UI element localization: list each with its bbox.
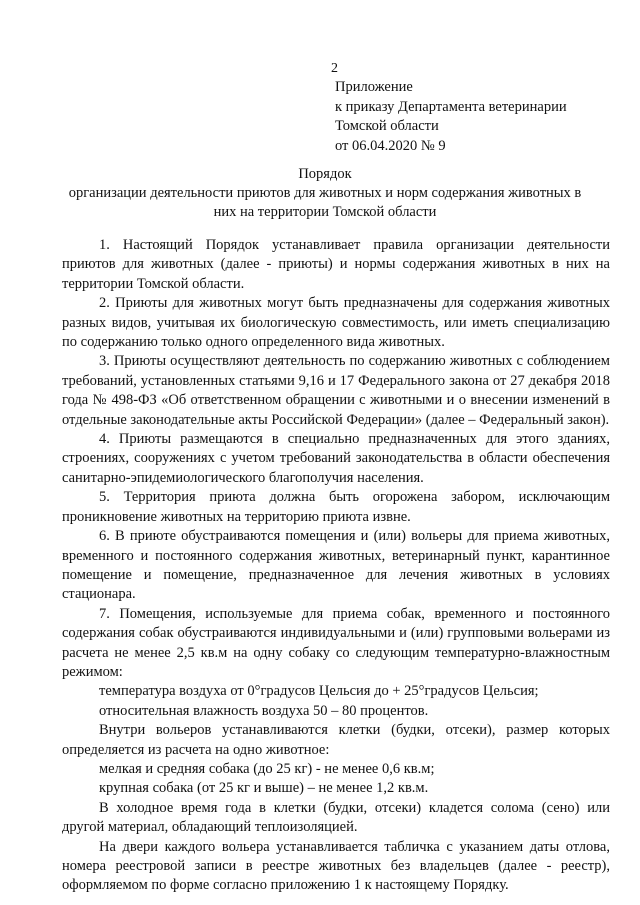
title-line-2: организации деятельности приютов для животных и норм содержания животных в них на территории Томской области (68, 185, 582, 220)
paragraph-1: 1. Настоящий Порядок устанавливает правила организации деятельности приютов для животных (далее - приюты) и нормы содержания животных в них на территории Томской области. (62, 237, 610, 292)
paragraph-4: 4. Приюты размещаются в специально предназначенных для этого зданиях, строениях, сооружениях с учетом требований законодательства в области обеспечения санитарно-эпидемиологического благополучия населения. (62, 431, 610, 486)
paragraph-humidity: относительная влажность воздуха 50 – 80 процентов. (99, 702, 429, 719)
paragraph-2: 2. Приюты для животных могут быть предназначены для содержания животных разных видов, учитывая их биологическую совместимость, или иметь специализацию по содержанию только одного определенного вида животных. (62, 295, 610, 351)
paragraph-6: 6. В приюте обустраиваются помещения и (или) вольеры для приема животных, временного и постоянного содержания животных, ветеринарный пункт, карантинное помещение и помещение, предназначенное для лечения животных в условиях стационара. (62, 528, 610, 603)
paragraph-large-dog: крупная собака (от 25 кг и выше) – не менее 1,2 кв.м. (99, 780, 429, 797)
page-number: 2 (331, 61, 338, 76)
document-body (62, 236, 610, 896)
appendix-header (335, 78, 567, 156)
paragraph-door-sign: На двери каждого вольера устанавливается табличка с указанием даты отлова, номера реестровой записи в реестре животных без владельцев (далее - реестр), оформляемом по форме согласно приложению 1 к настоящему Порядку. (62, 838, 610, 894)
appendix-line-3: Томской области (335, 118, 439, 134)
appendix-line-2: к приказу Департамента ветеринарии (335, 98, 567, 115)
paragraph-cold-season: В холодное время года в клетки (будки, отсеки) кладется солома (сено) или другой материал, обладающий теплоизоляцией. (62, 799, 610, 836)
appendix-line-1: Приложение (335, 79, 413, 95)
appendix-line-4: от 06.04.2020 № 9 (335, 137, 446, 154)
document-title (60, 165, 590, 222)
paragraph-7: 7. Помещения, используемые для приема собак, временного и постоянного содержания собак обустраиваются индивидуальными и (или) групповыми вольерами из расчета не менее 2,5 кв.м на одну собаку со следующим температурно-влажностным режимом: (62, 605, 610, 680)
title-line-1: Порядок (298, 166, 352, 182)
paragraph-temperature: температура воздуха от 0°градусов Цельсия до + 25°градусов Цельсия; (99, 683, 539, 700)
paragraph-5: 5. Территория приюта должна быть огорожена забором, исключающим проникновение животных на территорию приюта извне. (62, 489, 610, 525)
paragraph-small-dog: мелкая и средняя собака (до 25 кг) - не менее 0,6 кв.м; (99, 760, 435, 777)
paragraph-3: 3. Приюты осуществляют деятельность по содержанию животных с соблюдением требований, установленных статьями 9,16 и 17 Федерального закона от 27 декабря 2018 года № 498-ФЗ «Об ответственном обращении с животными и о внесении изменений в отдельные законодательные акты Российской Федерации» (далее – Федеральный закон). (62, 353, 610, 428)
paragraph-cages: Внутри вольеров устанавливаются клетки (будки, отсеки), размер которых определяется из расчета на одно животное: (62, 722, 610, 758)
